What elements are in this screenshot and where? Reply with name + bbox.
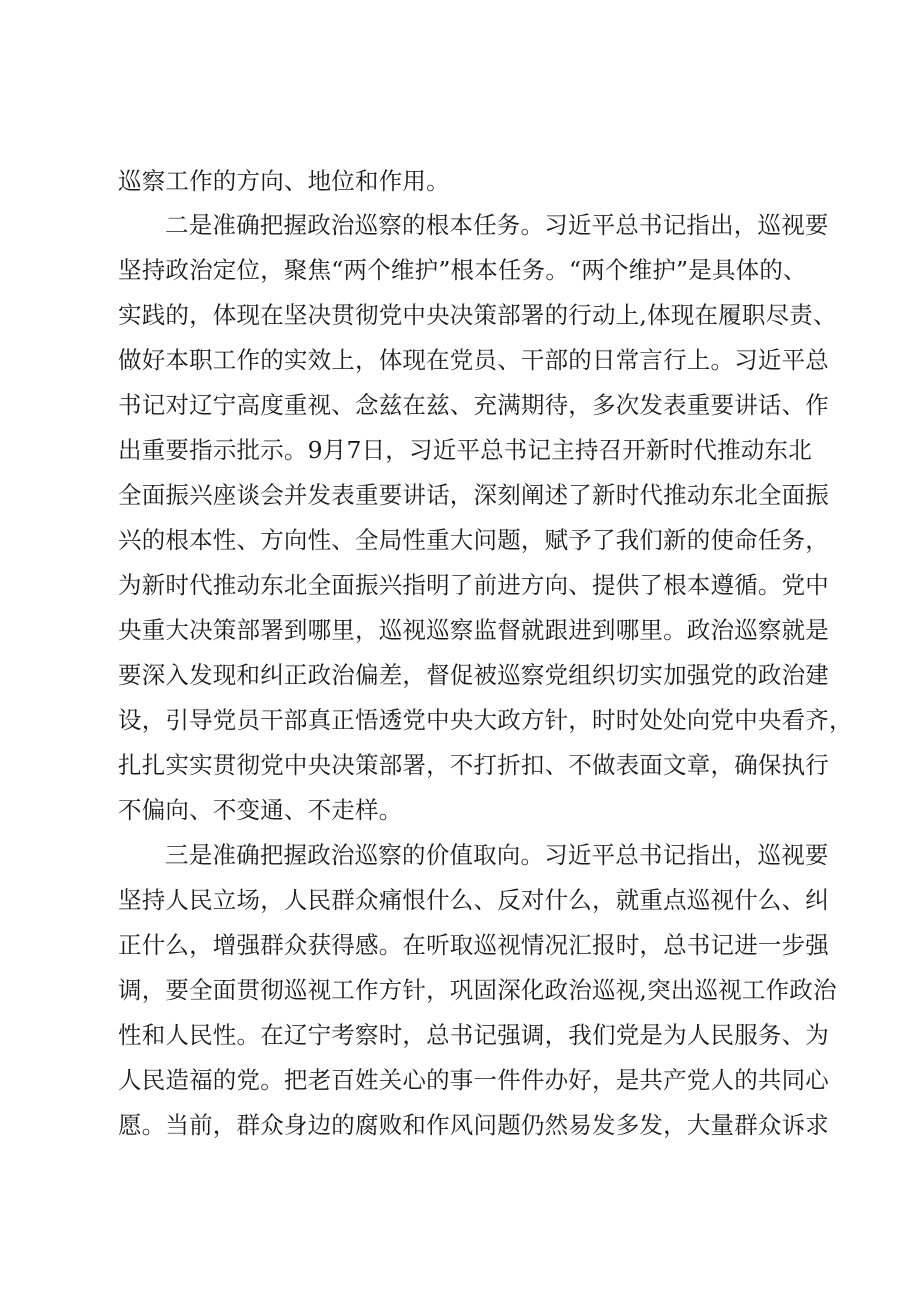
text-line-2: 二是准确把握政治巡察的根本任务。习近平总书记指出，巡视要 [165,211,829,239]
text-line-1: 巡察工作的方向、地位和作用。 [118,167,450,195]
text-line-20: 性和人民性。在辽宁考察时，总书记强调，我们党是为人民服务、为 [118,1021,829,1049]
text-line-13: 设，引导党员干部真正悟透党中央大政方针，时时处处向党中央看齐， [118,706,853,734]
text-line-6: 书记对辽宁高度重视、念兹在兹、充满期待，多次发表重要讲话、作 [118,391,829,419]
text-line-10: 为新时代推动东北全面振兴指明了前进方向、提供了根本遵循。党中 [118,571,829,599]
text-line-9: 兴的根本性、方向性、全局性重大问题，赋予了我们新的使命任务， [118,526,829,554]
text-line-5: 做好本职工作的实效上，体现在党员、干部的日常言行上。习近平总 [118,346,829,374]
text-line-15: 不偏向、不变通、不走样。 [118,796,403,824]
text-line-22: 愿。当前，群众身边的腐败和作风问题仍然易发多发，大量群众诉求 [118,1111,829,1139]
text-line-3: 坚持政治定位，聚焦“两个维护”根本任务。“两个维护”是具体的、 [118,256,807,284]
text-line-18: 正什么，增强群众获得感。在听取巡视情况汇报时，总书记进一步强 [118,931,829,959]
text-line-21: 人民造福的党。把老百姓关心的事一件件办好，是共产党人的共同心 [118,1066,829,1094]
text-line-4: 实践的，体现在坚决贯彻党中央决策部署的行动上,体现在履职尽责、 [118,301,837,329]
text-line-19: 调，要全面贯彻巡视工作方针，巩固深化政治巡视,突出巡视工作政治 [118,976,837,1004]
text-line-11: 央重大决策部署到哪里，巡视巡察监督就跟进到哪里。政治巡察就是 [118,616,829,644]
text-line-8: 全面振兴座谈会并发表重要讲话，深刻阐述了新时代推动东北全面振 [118,481,829,509]
text-line-17: 坚持人民立场，人民群众痛恨什么、反对什么，就重点巡视什么、纠 [118,886,829,914]
text-line-16: 三是准确把握政治巡察的价值取向。习近平总书记指出，巡视要 [165,841,829,869]
text-line-14: 扎扎实实贯彻党中央决策部署，不打折扣、不做表面文章，确保执行 [118,751,829,779]
text-line-12: 要深入发现和纠正政治偏差，督促被巡察党组织切实加强党的政治建 [118,661,829,689]
text-line-7: 出重要指示批示。9月7日，习近平总书记主持召开新时代推动东北 [118,436,812,464]
